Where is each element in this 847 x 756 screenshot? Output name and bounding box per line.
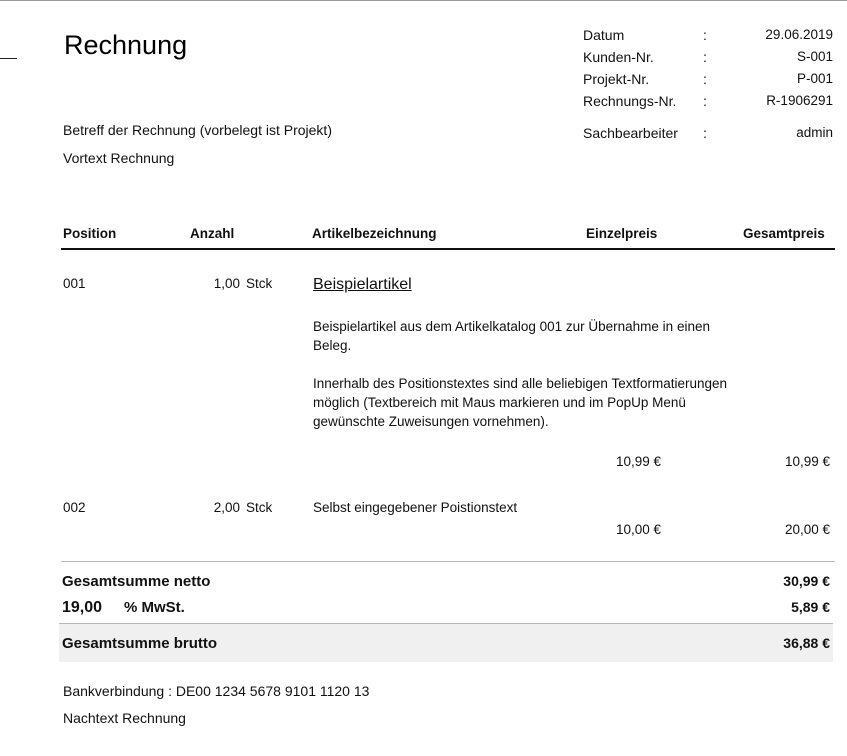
meta-label: Datum [583,27,625,43]
gross-total-value: 36,88 € [783,635,830,651]
meta-label: Projekt-Nr. [583,71,650,87]
header-quantity: Anzahl [190,226,235,241]
meta-label: Rechnungs-Nr. [583,93,677,109]
row-1-description: Beispielartikel aus dem Artikelkatalog 001 zur Übernahme in einen Beleg. [313,319,710,353]
net-total-label: Gesamtsumme netto [62,573,211,590]
meta-row-project-no [583,68,833,90]
top-border [0,0,847,1]
meta-separator: : [703,125,707,141]
meta-value: admin [796,125,833,140]
row-2-description: Selbst eingegebener Poistionstext [313,500,518,515]
row-1-total-price: 10,99 € [784,454,830,469]
meta-separator: : [703,93,707,109]
meta-row-clerk [583,122,833,144]
gross-total-label: Gesamtsumme brutto [62,635,218,652]
meta-value: R-1906291 [766,93,833,108]
row-1-article-title: Beispielartikel [313,276,412,293]
row-1-description-formatting: Innerhalb des Positionstextes sind alle beliebigen Textformatierungen möglich (Textbereich mit Maus markieren und im PopUp Menü gewünschte Zuweisungen vornehmen). [313,376,728,429]
meta-label: Kunden-Nr. [583,49,654,65]
header-article: Artikelbezeichnung [312,226,437,241]
header-divider [61,248,835,250]
row-1-unit-price: 10,99 € [615,454,661,469]
totals-divider [61,561,835,562]
meta-label: Sachbearbeiter [583,125,678,141]
invoice-pretext: Vortext Rechnung [63,150,175,166]
meta-row-date [583,24,833,46]
invoice-meta [583,24,833,144]
meta-separator: : [703,71,707,87]
vat-label: % MwSt. [124,599,185,616]
vat-rate: 19,00 [62,599,103,616]
meta-value: 29.06.2019 [765,27,833,42]
row-2-position: 002 [63,500,86,515]
meta-value: S-001 [796,49,833,64]
header-unit-price: Einzelpreis [586,226,658,241]
meta-value: P-001 [796,71,833,86]
meta-separator: : [703,27,707,43]
vat-value: 5,89 € [791,599,830,615]
document-title: Rechnung [64,30,188,60]
net-total-value: 30,99 € [783,573,830,589]
header-position: Position [63,226,117,241]
meta-separator: : [703,49,707,65]
row-1-quantity: 1,00 [213,276,240,291]
fold-mark [0,58,17,59]
meta-row-customer-no [583,46,833,68]
row-2-unit: Stck [246,500,273,515]
row-1-unit: Stck [246,276,273,291]
row-2-unit-price: 10,00 € [615,522,661,537]
row-2-quantity: 2,00 [213,500,240,515]
row-2-total-price: 20,00 € [784,522,830,537]
invoice-subject: Betreff der Rechnung (vorbelegt ist Projekt) [63,122,332,138]
closing-text: Nachtext Rechnung [63,710,186,726]
header-total-price: Gesamtpreis [743,226,825,241]
bank-details: Bankverbindung : DE00 1234 5678 9101 1120 13 [63,683,370,699]
meta-row-invoice-no [583,90,833,112]
row-1-position: 001 [63,276,86,291]
